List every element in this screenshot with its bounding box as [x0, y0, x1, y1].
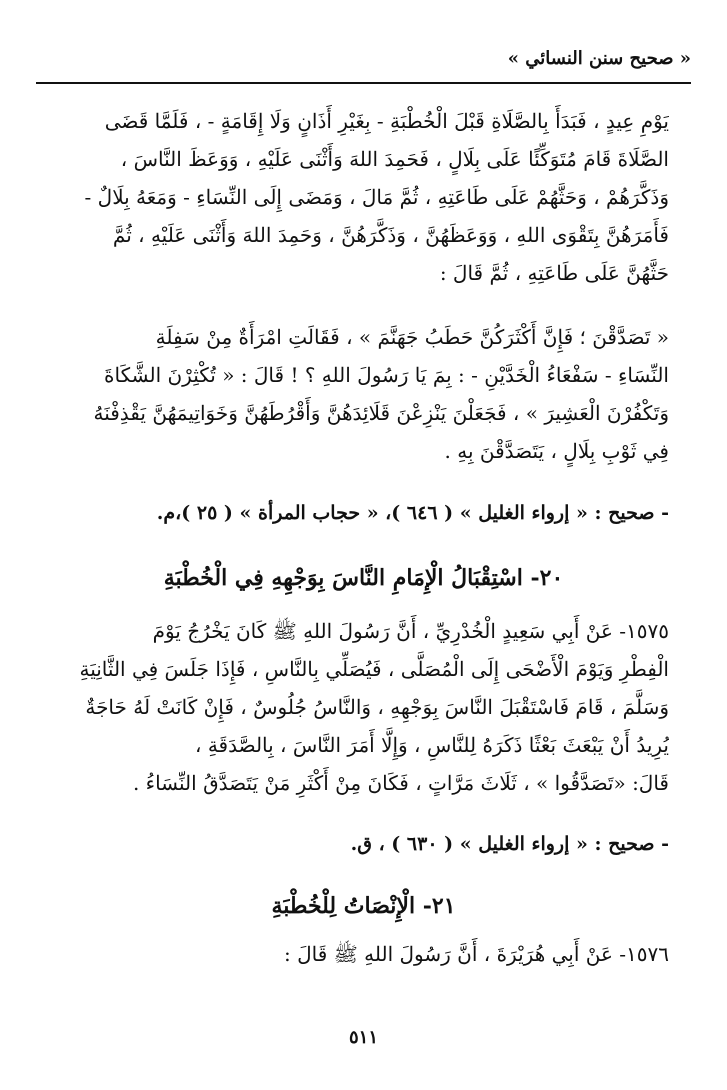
- hadith-1575-paragraph: [58, 612, 669, 802]
- text-line: « تَصَدَّقْنَ ؛ فَإِنَّ أَكْثَرَكُنَّ حَطَبُ جَهَنَّمَ » ، فَقَالَتِ امْرَأَةٌ مِنْ سَفِلَةِ: [155, 325, 669, 349]
- text-line: وَتَكْفُرْنَ الْعَشِيرَ » ، فَجَعَلْنَ يَنْزِعْنَ قَلَائِدَهُنَّ وَأَقْرُطَهُنَّ وَخَوَاتِيمَهُنَّ يَقْذِفْنَهُ: [93, 401, 669, 425]
- text-line: الصَّلَاةَ قَامَ مُتَوَكِّئًا عَلَى بِلَالٍ ، فَحَمِدَ اللهَ وَأَثْنَى عَلَيْهِ ، وَوَعَظَ النَّاسَ ،: [120, 147, 669, 171]
- section-heading: ٢٠- اسْتِقْبَالُ الْإِمَامِ النَّاسَ بِوَجْهِهِ فِي الْخُطْبَةِ: [163, 565, 564, 591]
- text-line: قَالَ: «تَصَدَّقُوا » ، ثَلَاثَ مَرَّاتٍ ، فَكَانَ مِنْ أَكْثَرِ مَنْ يَتَصَدَّقُ النِّسَاءُ .: [132, 771, 669, 795]
- text-line: حَثَّهُنَّ عَلَى طَاعَتِهِ ، ثُمَّ قَالَ :: [439, 261, 669, 285]
- hadith-1576-paragraph: [58, 935, 669, 973]
- grading-note: - صحيح : « إرواء الغليل » ( ٦٣٠ ) ، ق.: [350, 833, 669, 855]
- text-line: ١٥٧٦- عَنْ أَبِي هُرَيْرَةَ ، أَنَّ رَسُولَ اللهِ ﷺ قَالَ :: [284, 942, 669, 966]
- section-heading: ٢١- الْإِنْصَاتُ لِلْخُطْبَةِ: [271, 893, 456, 919]
- text-line: يَوْمِ عِيدٍ ، فَبَدَأَ بِالصَّلَاةِ قَبْلَ الْخُطْبَةِ - بِغَيْرِ أَذَانٍ وَلَا إِقَامَةٍ - ، فَلَمَّا قَضَى: [104, 109, 669, 133]
- page-number: ٥١١: [348, 1027, 378, 1048]
- text-line: وَسَلَّمَ ، قَامَ فَاسْتَقْبَلَ النَّاسَ بِوَجْهِهِ ، وَالنَّاسُ جُلُوسٌ ، فَإِنْ كَانَتْ لَهُ حَاجَةٌ: [85, 695, 669, 719]
- text-line: يُرِيدُ أَنْ يَبْعَثَ بَعْثًا ذَكَرَهُ لِلنَّاسِ ، وَإِلَّا أَمَرَ النَّاسَ ، بِالصَّدَقَةِ ،: [195, 733, 669, 757]
- text-line: ١٥٧٥- عَنْ أَبِي سَعِيدٍ الْخُدْرِيِّ ، أَنَّ رَسُولَ اللهِ ﷺ كَانَ يَخْرُجُ يَوْمَ: [152, 619, 669, 643]
- book-title: « صحيح سنن النسائي »: [507, 48, 691, 69]
- text-line: فِي ثَوْبِ بِلَالٍ ، يَتَصَدَّقْنَ بِهِ .: [444, 439, 669, 463]
- text-line: النِّسَاءِ - سَفْعَاءُ الْخَدَّيْنِ - : بِمَ يَا رَسُولَ اللهِ ؟ ! قَالَ : « تُكْثِرْنَ الشَّكَاةَ: [104, 363, 669, 387]
- running-header: [36, 42, 691, 84]
- grading-note: - صحيح : « إرواء الغليل » ( ٦٤٦ )، « حجاب المرأة » ( ٢٥ )،م.: [156, 502, 669, 524]
- hadith-continuation-paragraph: [58, 102, 669, 292]
- text-line: فَأَمَرَهُنَّ بِتَقْوَى اللهِ ، وَوَعَظَهُنَّ ، وَذَكَّرَهُنَّ ، وَحَمِدَ اللهَ وَأَثْنَى عَلَيْهِ ، ثُمَّ: [112, 223, 669, 247]
- text-line: الْفِطْرِ وَيَوْمَ الْأَضْحَى إِلَى الْمُصَلَّى ، فَيُصَلِّي بِالنَّاسِ ، فَإِذَا جَلَسَ فِي الثَّانِيَةِ: [79, 657, 669, 681]
- text-line: وَذَكَّرَهُمْ ، وَحَثَّهُمْ عَلَى طَاعَتِهِ ، ثُمَّ مَالَ ، وَمَضَى إِلَى النِّسَاءِ - وَمَعَهُ بِلَالٌ -: [84, 185, 669, 209]
- hadith-quote-paragraph: [58, 318, 669, 470]
